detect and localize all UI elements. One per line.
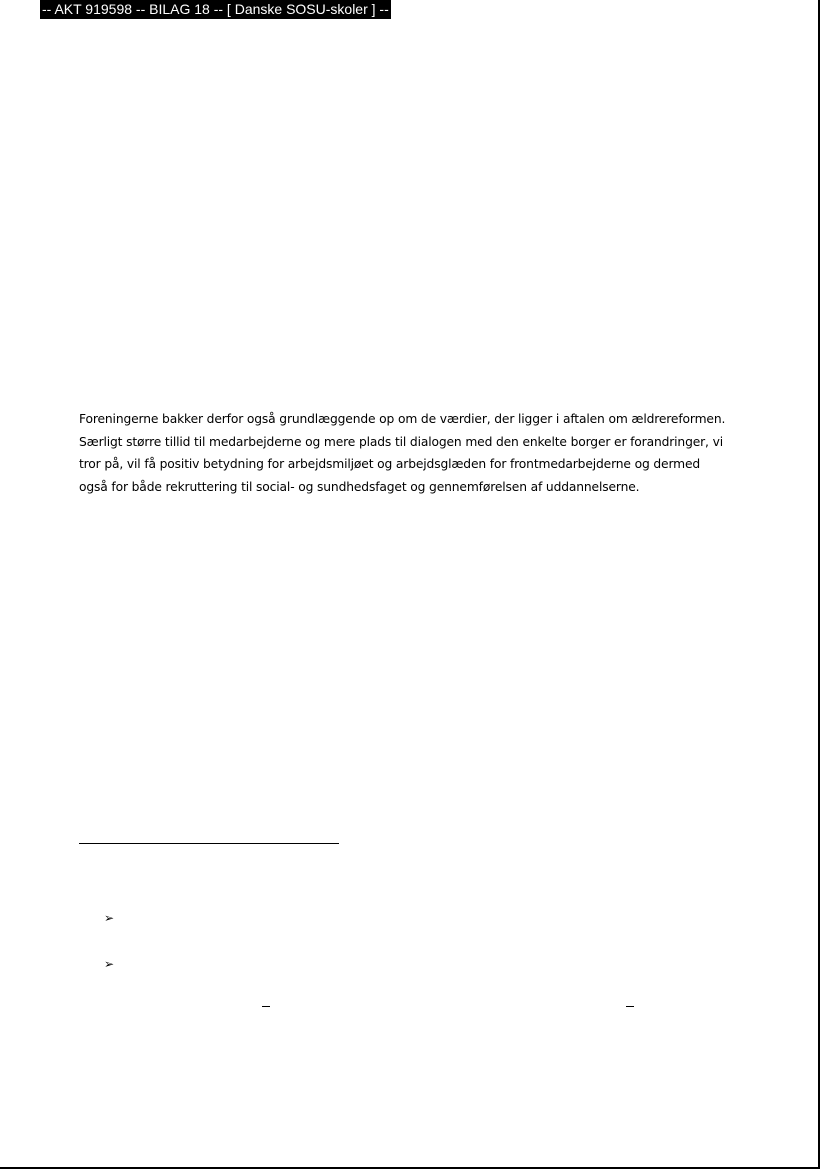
paragraph-line: også for både rekruttering til social- og sundhedsfaget og gennemførelsen af uddannelserne. xyxy=(79,479,640,494)
dash-mark xyxy=(262,1006,270,1007)
paragraph-line: tror på, vil få positiv betydning for arbejdsmiljøet og arbejdsglæden for frontmedarbejderne og dermed xyxy=(79,457,701,471)
body-paragraph xyxy=(79,408,759,498)
arrowhead-bullet-icon: ➢ xyxy=(104,957,115,971)
footnote-separator xyxy=(79,843,339,844)
dash-mark xyxy=(626,1006,634,1007)
arrowhead-bullet-icon: ➢ xyxy=(104,911,115,925)
document-header-banner: -- AKT 919598 -- BILAG 18 -- [ Danske SOSU-skoler ] -- xyxy=(42,1,389,17)
paragraph-line: Særligt større tillid til medarbejderne og mere plads til dialogen med den enkelte borger er forandringer, vi xyxy=(79,434,723,449)
paragraph-line: Foreningerne bakker derfor også grundlæggende op om de værdier, der ligger i aftalen om ældrereformen. xyxy=(79,412,726,426)
